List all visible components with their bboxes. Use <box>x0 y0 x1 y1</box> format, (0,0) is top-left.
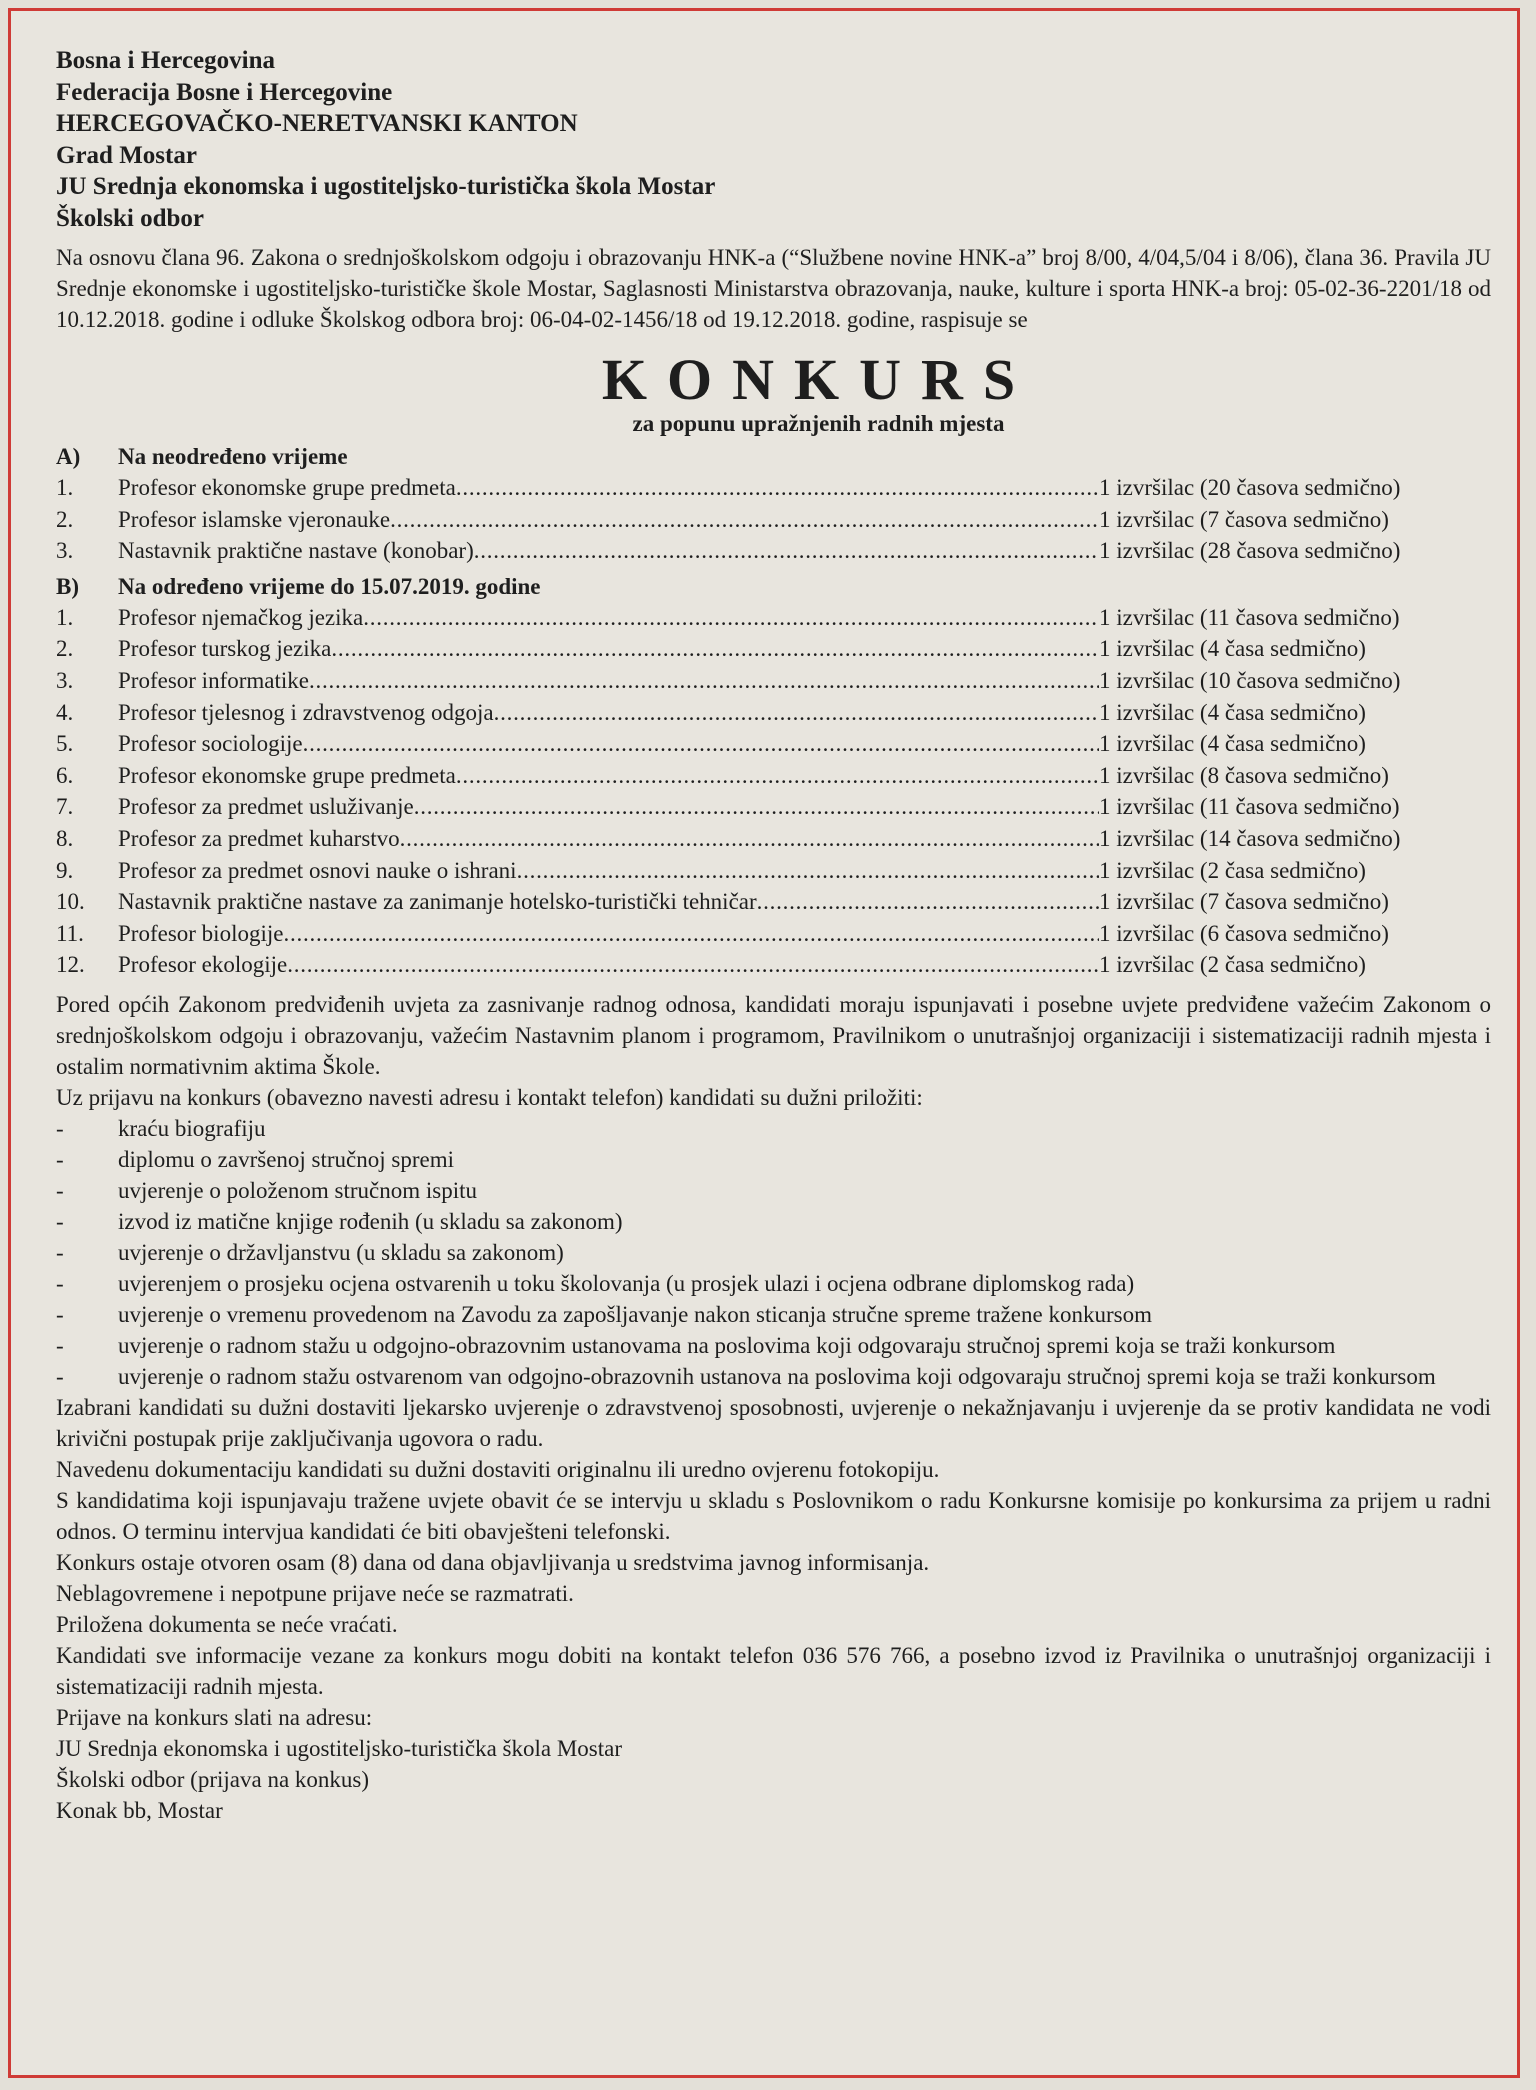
position-count: 1 izvršilac (28 časova sedmično) <box>1099 538 1401 564</box>
attachments-list <box>56 1113 1491 1392</box>
position-row <box>56 504 1491 536</box>
position-number: 6. <box>56 762 74 788</box>
position-row <box>56 697 1491 729</box>
attachment-text: izvod iz matične knjige rođenih (u skladu sa zakonom) <box>118 1208 623 1234</box>
dot-leader <box>474 535 1099 566</box>
position-count: 1 izvršilac (4 časa sedmično) <box>1099 636 1366 662</box>
advertisement-frame <box>8 8 1520 2078</box>
position-title: Profesor za predmet usluživanje <box>118 794 414 820</box>
position-number: 1. <box>56 475 74 500</box>
position-row <box>56 823 1491 855</box>
position-number: 5. <box>56 731 74 757</box>
attachment-text: uvjerenje o položenom stručnom ispitu <box>118 1177 477 1203</box>
dot-leader <box>363 602 1099 633</box>
header-line: JU Srednja ekonomska i ugostiteljsko-turistička škola Mostar <box>56 173 716 200</box>
bullet-dash: - <box>56 1146 64 1172</box>
header-line: Grad Mostar <box>56 141 197 169</box>
attachment-item <box>56 1330 1491 1361</box>
attachment-item <box>56 1144 1491 1175</box>
position-number: 8. <box>56 825 74 851</box>
conditions-paragraph: Pored općih Zakonom predviđenih uvjeta za zasnivanje radnog odnosa, kandidati moraju ispunjavati i posebne uvjete predviđene važećim Zakonom o srednjoškolskom odgoju i obrazovanju, važećim Nastavnim planom i programom, Pravilnikom o unutrašnjoj organizaciji i sistematizaciji radnih mjesta i ostalim normativnim aktima Škole. <box>56 991 1491 1079</box>
position-title: Nastavnik praktične nastave (konobar) <box>118 538 474 564</box>
section-a-list <box>56 472 1491 567</box>
dot-leader <box>303 728 1099 759</box>
position-title: Profesor za predmet kuharstvo <box>118 825 400 851</box>
closing-paragraph: Kandidati sve informacije vezane za konkurs mogu dobiti na kontakt telefon 036 576 766, a posebno izvod iz Pravilnika o unutrašnjoj organizaciji i sistematizaciji radnih mjesta. <box>56 1642 1491 1699</box>
dot-leader <box>400 823 1099 854</box>
dot-leader <box>414 791 1099 822</box>
intro-paragraph: Na osnovu člana 96. Zakona o srednjoškolskom odgoju i obrazovanju HNK-a (“Službene novine HNK-a” broj 8/00, 4/04,5/04 i 8/06), člana 36. Pravila JU Srednje ekonomske i ugostiteljsko-turističke škole Mostar, Saglasnosti Ministarstva obrazovanja, nauke, kulture i sporta HNK-a broj: 05-02-36-2201/18 od 10.12.2018. godine i odluke Školskog odbora broj: 06-04-02-1456/18 od 19.12.2018. godine, raspisuje se <box>56 245 1491 332</box>
dot-leader <box>331 633 1099 664</box>
position-title: Profesor ekonomske grupe predmeta <box>118 475 456 500</box>
position-count: 1 izvršilac (7 časova sedmično) <box>1099 889 1389 915</box>
position-count: 1 izvršilac (11 časova sedmično) <box>1099 794 1400 820</box>
position-count: 1 izvršilac (11 časova sedmično) <box>1099 604 1400 630</box>
address-line: Konak bb, Mostar <box>56 1797 223 1823</box>
header-line: Školski odbor <box>56 204 204 232</box>
position-row <box>56 918 1491 950</box>
position-count: 1 izvršilac (7 časova sedmično) <box>1099 506 1389 532</box>
position-count: 1 izvršilac (10 časova sedmično) <box>1099 667 1401 693</box>
closing-paragraph: Izabrani kandidati su dužni dostaviti ljekarsko uvjerenje o zdravstvenoj sposobnosti, uvjerenje o nekažnjavanju i uvjerenje da se protiv kandidata ne vodi krivični postupak prije zaključivanja ugovora o radu. <box>56 1394 1491 1451</box>
bullet-dash: - <box>56 1332 64 1358</box>
position-row <box>56 886 1491 918</box>
page-title: KONKURS <box>601 347 1036 412</box>
position-row <box>56 633 1491 665</box>
position-row <box>56 760 1491 792</box>
position-number: 12. <box>56 952 85 978</box>
position-title: Profesor biologije <box>118 920 284 946</box>
attachment-item <box>56 1268 1491 1299</box>
closing-paragraph: Prijave na konkurs slati na adresu: <box>56 1704 373 1730</box>
dot-leader <box>517 855 1099 886</box>
header-line: Federacija Bosne i Hercegovine <box>56 78 393 106</box>
dot-leader <box>456 760 1099 791</box>
position-row <box>56 791 1491 823</box>
attachment-text: uvjerenje o državljanstvu (u skladu sa zakonom) <box>118 1239 564 1265</box>
position-row <box>56 949 1491 981</box>
position-title: Nastavnik praktične nastave za zanimanje hotelsko-turistički tehničar <box>118 889 757 915</box>
position-count: 1 izvršilac (6 časova sedmično) <box>1099 920 1389 946</box>
position-title: Profesor turskog jezika <box>118 636 332 662</box>
position-title: Profesor ekologije <box>118 952 288 978</box>
position-number: 2. <box>56 506 74 532</box>
dot-leader <box>283 918 1099 949</box>
position-number: 11. <box>56 920 84 946</box>
attachment-item <box>56 1206 1491 1237</box>
dot-leader <box>456 472 1099 503</box>
position-title: Profesor islamske vjeronauke <box>118 506 391 532</box>
position-count: 1 izvršilac (14 časova sedmično) <box>1099 825 1401 851</box>
advertisement-body <box>56 45 1491 1826</box>
position-count: 1 izvršilac (4 časa sedmično) <box>1099 699 1366 725</box>
position-count: 1 izvršilac (20 časova sedmično) <box>1099 475 1401 500</box>
section-b-list <box>56 602 1491 981</box>
page-subtitle: za popunu upražnjenih radnih mjesta <box>632 411 1005 436</box>
attachment-item <box>56 1113 1491 1144</box>
position-row <box>56 728 1491 760</box>
section-b-heading <box>56 571 1491 602</box>
attachment-text: kraću biografiju <box>118 1115 266 1141</box>
attachment-item <box>56 1175 1491 1206</box>
dot-leader <box>390 504 1099 535</box>
closing-paragraph: Neblagovremene i nepotpune prijave neće se razmatrati. <box>56 1580 574 1606</box>
position-number: 2. <box>56 636 74 662</box>
section-marker: A) <box>56 444 81 469</box>
bullet-dash: - <box>56 1363 64 1389</box>
dot-leader <box>494 697 1099 728</box>
header-line: HERCEGOVAČKO-NERETVANSKI KANTON <box>56 110 578 137</box>
position-number: 9. <box>56 857 74 883</box>
address-line: JU Srednja ekonomska i ugostiteljsko-turistička škola Mostar <box>56 1735 622 1761</box>
attachment-item <box>56 1361 1491 1392</box>
section-title: Na određeno vrijeme do 15.07.2019. godine <box>118 573 541 599</box>
bullet-dash: - <box>56 1208 64 1234</box>
title-block <box>146 347 1491 437</box>
attachment-text: uvjerenje o radnom stažu u odgojno-obrazovnim ustanovama na poslovima koji odgovaraju stručnoj spremi koja se traži konkursom <box>118 1332 1336 1358</box>
header-line: Bosna i Hercegovina <box>56 47 275 74</box>
attachment-text: uvjerenjem o prosjeku ocjena ostvarenih u toku školovanja (u prosjek ulazi i ocjena odbrane diplomskog rada) <box>118 1270 1135 1296</box>
position-number: 4. <box>56 699 74 725</box>
bullet-dash: - <box>56 1301 64 1327</box>
position-number: 3. <box>56 667 74 693</box>
closing-notes <box>56 1392 1491 1733</box>
bullet-dash: - <box>56 1115 64 1141</box>
bullet-dash: - <box>56 1270 64 1296</box>
attachment-text: uvjerenje o vremenu provedenom na Zavodu za zapošljavanje nakon sticanja stručne spreme tražene konkursom <box>118 1301 1152 1327</box>
attachments-intro: Uz prijavu na konkurs (obavezno navesti adresu i kontakt telefon) kandidati su dužni priložiti: <box>56 1084 923 1110</box>
dot-leader <box>757 886 1099 917</box>
section-marker: B) <box>56 573 79 599</box>
bullet-dash: - <box>56 1177 64 1203</box>
closing-paragraph: S kandidatima koji ispunjavaju tražene uvjete obavit će se intervju u skladu s Poslovnikom o radu Konkursne komisije po konkursima za prijem u radni odnos. O terminu intervjua kandidati će biti obavještenі telefonski. <box>56 1487 1491 1544</box>
position-title: Profesor informatike <box>118 667 309 693</box>
position-title: Profesor tjelesnog i zdravstvenog odgoja <box>118 699 494 725</box>
position-title: Profesor za predmet osnovi nauke o ishrani <box>118 857 517 883</box>
position-number: 3. <box>56 538 74 564</box>
position-count: 1 izvršilac (2 časa sedmično) <box>1099 857 1366 883</box>
dot-leader <box>309 665 1099 696</box>
position-title: Profesor ekonomske grupe predmeta <box>118 762 456 788</box>
closing-paragraph: Priložena dokumenta se neće vraćati. <box>56 1611 398 1637</box>
position-title: Profesor sociologije <box>118 731 303 757</box>
position-row <box>56 602 1491 634</box>
position-count: 1 izvršilac (2 časa sedmično) <box>1099 952 1366 978</box>
closing-paragraph: Konkurs ostaje otvoren osam (8) dana od dana objavljivanja u sredstvima javnog informisanja. <box>56 1549 930 1575</box>
closing-paragraph: Navedenu dokumentaciju kandidati su dužni dostaviti originalnu ili uredno ovjerenu fotokopiju. <box>56 1456 940 1482</box>
position-row <box>56 472 1491 504</box>
position-number: 10. <box>56 889 85 915</box>
issuer-header <box>56 45 1491 234</box>
attachment-item <box>56 1237 1491 1268</box>
position-row <box>56 535 1491 567</box>
position-row <box>56 665 1491 697</box>
position-count: 1 izvršilac (8 časova sedmično) <box>1099 762 1389 788</box>
position-number: 1. <box>56 604 74 630</box>
position-count: 1 izvršilac (4 časa sedmično) <box>1099 731 1366 757</box>
position-number: 7. <box>56 794 74 820</box>
section-title: Na neodređeno vrijeme <box>118 444 348 469</box>
attachment-item <box>56 1299 1491 1330</box>
attachment-text: uvjerenje o radnom stažu ostvarenom van odgojno-obrazovnih ustanova na poslovima koji odgovaraju stručnoj spremi koja se traži konkursom <box>118 1363 1436 1389</box>
section-a-heading <box>56 441 1491 472</box>
bullet-dash: - <box>56 1239 64 1265</box>
position-title: Profesor njemačkog jezika <box>118 604 364 630</box>
mailing-address <box>56 1733 1491 1826</box>
position-row <box>56 855 1491 887</box>
dot-leader <box>287 949 1099 980</box>
address-line: Školski odbor (prijava na konkus) <box>56 1766 370 1792</box>
attachment-text: diplomu o završenoj stručnoj spremi <box>118 1146 454 1172</box>
